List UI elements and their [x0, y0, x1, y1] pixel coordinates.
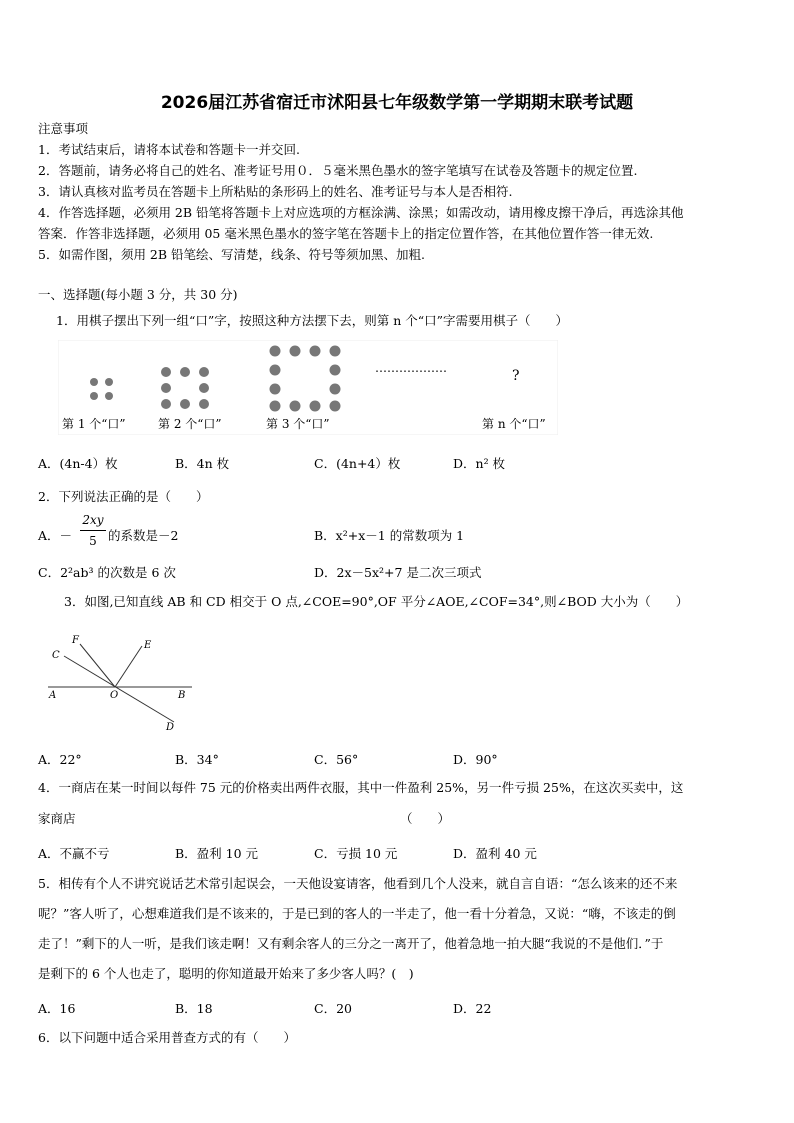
q2-option-a-numerator: 2xy [82, 513, 104, 527]
q5-line-3: 走了！”剩下的人一听，是我们该走啊！又有剩余客人的三分之一离开了，他着急地一拍大腿“我说的不是他们．”于 [38, 936, 664, 951]
q2-stem: 2．下列说法正确的是（ ） [38, 489, 209, 504]
q3-label-e: E [144, 640, 152, 651]
q2-option-a-prefix: A．－ [38, 528, 73, 543]
q3-option-b: B．34° [175, 752, 219, 767]
q5-line-2: 呢？”客人听了，心想难道我们是不该来的，于是已到的客人的一半走了，他一看十分着急，又说：“嗨，不该走的倒 [38, 906, 676, 921]
q1-option-b: B．4n 枚 [175, 456, 230, 471]
q5-option-d: D．22 [453, 1001, 492, 1016]
q1-figure-ellipsis: ……………… [375, 361, 447, 375]
q1-stem: 1．用棋子摆出下列一组“口”字，按照这种方法摆下去，则第 n 个“口”字需要用棋子（ ） [56, 313, 569, 328]
page-title: 2026届江苏省宿迁市沭阳县七年级数学第一学期期末联考试题 [160, 93, 634, 113]
q2-option-a-denominator: 5 [89, 534, 97, 548]
q1-figure-label-3: 第 3 个“口” [266, 417, 330, 431]
q3-label-c: C [52, 650, 60, 661]
q1-figure-label-2: 第 2 个“口” [158, 417, 222, 431]
q4-option-d: D．盈利 40 元 [453, 846, 537, 861]
q3-label-o: O [110, 690, 119, 701]
q5-option-b: B．18 [175, 1001, 213, 1016]
q3-label-d: D [166, 722, 175, 733]
q5-line-1: 5．相传有个人不讲究说话艺术常引起误会，一天他设宴请客，他看到几个人没来，就自言自语：“怎么该来的还不来 [38, 876, 678, 891]
q3-label-b: B [178, 690, 186, 701]
fraction-bar [80, 530, 106, 531]
q3-label-a: A [49, 690, 57, 701]
q1-option-d: D．n² 枚 [453, 456, 506, 471]
notice-heading: 注意事项 [38, 121, 89, 136]
q2-option-d: D．2x－5x²+7 是二次三项式 [314, 565, 482, 580]
q1-figure-label-n: 第 n 个“口” [482, 417, 546, 431]
q3-option-c: C．56° [314, 752, 359, 767]
q1-figure-label-1: 第 1 个“口” [62, 417, 126, 431]
q1-figure-question: ? [512, 368, 520, 384]
q5-option-a: A．16 [38, 1001, 76, 1016]
q1-option-a: A．(4n-4）枚 [38, 456, 118, 471]
q3-figure [40, 630, 200, 735]
section-heading: 一、选择题(每小题 3 分，共 30 分) [38, 287, 238, 302]
q4-line-1: 4．一商店在某一时间以每件 75 元的价格卖出两件衣服，其中一件盈利 25%，另一件亏损 25%，在这次买卖中，这 [38, 780, 684, 795]
q4-option-b: B．盈利 10 元 [175, 846, 259, 861]
q3-option-a: A．22° [38, 752, 82, 767]
q1-option-c: C．(4n+4）枚 [314, 456, 401, 471]
q4-line-2: 家商店 [38, 811, 76, 826]
q3-label-f: F [72, 635, 79, 646]
q4-option-c: C．亏损 10 元 [314, 846, 398, 861]
q2-option-b: B．x²+x－1 的常数项为 1 [314, 528, 465, 543]
q4-answer-blank: （ ） [400, 811, 451, 826]
notice-item-4: 4．作答选择题，必须用 2B 铅笔将答题卡上对应选项的方框涂满、涂黑；如需改动，请用橡皮擦干净后，再选涂其他 [38, 205, 684, 220]
q1-figure [58, 340, 558, 435]
q6-stem: 6．以下问题中适合采用普查方式的有（ ） [38, 1030, 296, 1045]
notice-item-4-cont: 答案．作答非选择题，必须用 05 毫米黑色墨水的签字笔在答题卡上的指定位置作答，在其他位置作答一律无效. [38, 226, 654, 241]
notice-item-5: 5．如需作图，须用 2B 铅笔绘、写清楚，线条、符号等须加黑、加粗. [38, 247, 426, 262]
notice-item-1: 1．考试结束后，请将本试卷和答题卡一并交回. [38, 142, 300, 157]
q3-stem: 3．如图,已知直线 AB 和 CD 相交于 O 点,∠COE=90°,OF 平分∠AOE,∠COF=34°,则∠BOD 大小为（ ） [64, 594, 689, 609]
q2-option-a-suffix: 的系数是－2 [108, 528, 179, 543]
notice-item-2: 2．答题前，请务必将自己的姓名、准考证号用０．５毫米黑色墨水的签字笔填写在试卷及答题卡的规定位置. [38, 163, 638, 178]
q3-option-d: D．90° [453, 752, 498, 767]
q5-line-4: 是剩下的 6 个人也走了，聪明的你知道最开始来了多少客人吗？( ) [38, 966, 414, 981]
q2-option-c: C．2²ab³ 的次数是 6 次 [38, 565, 176, 580]
q4-option-a: A．不赢不亏 [38, 846, 110, 861]
q5-option-c: C．20 [314, 1001, 352, 1016]
notice-item-3: 3．请认真核对监考员在答题卡上所粘贴的条形码上的姓名、准考证号与本人是否相符. [38, 184, 513, 199]
